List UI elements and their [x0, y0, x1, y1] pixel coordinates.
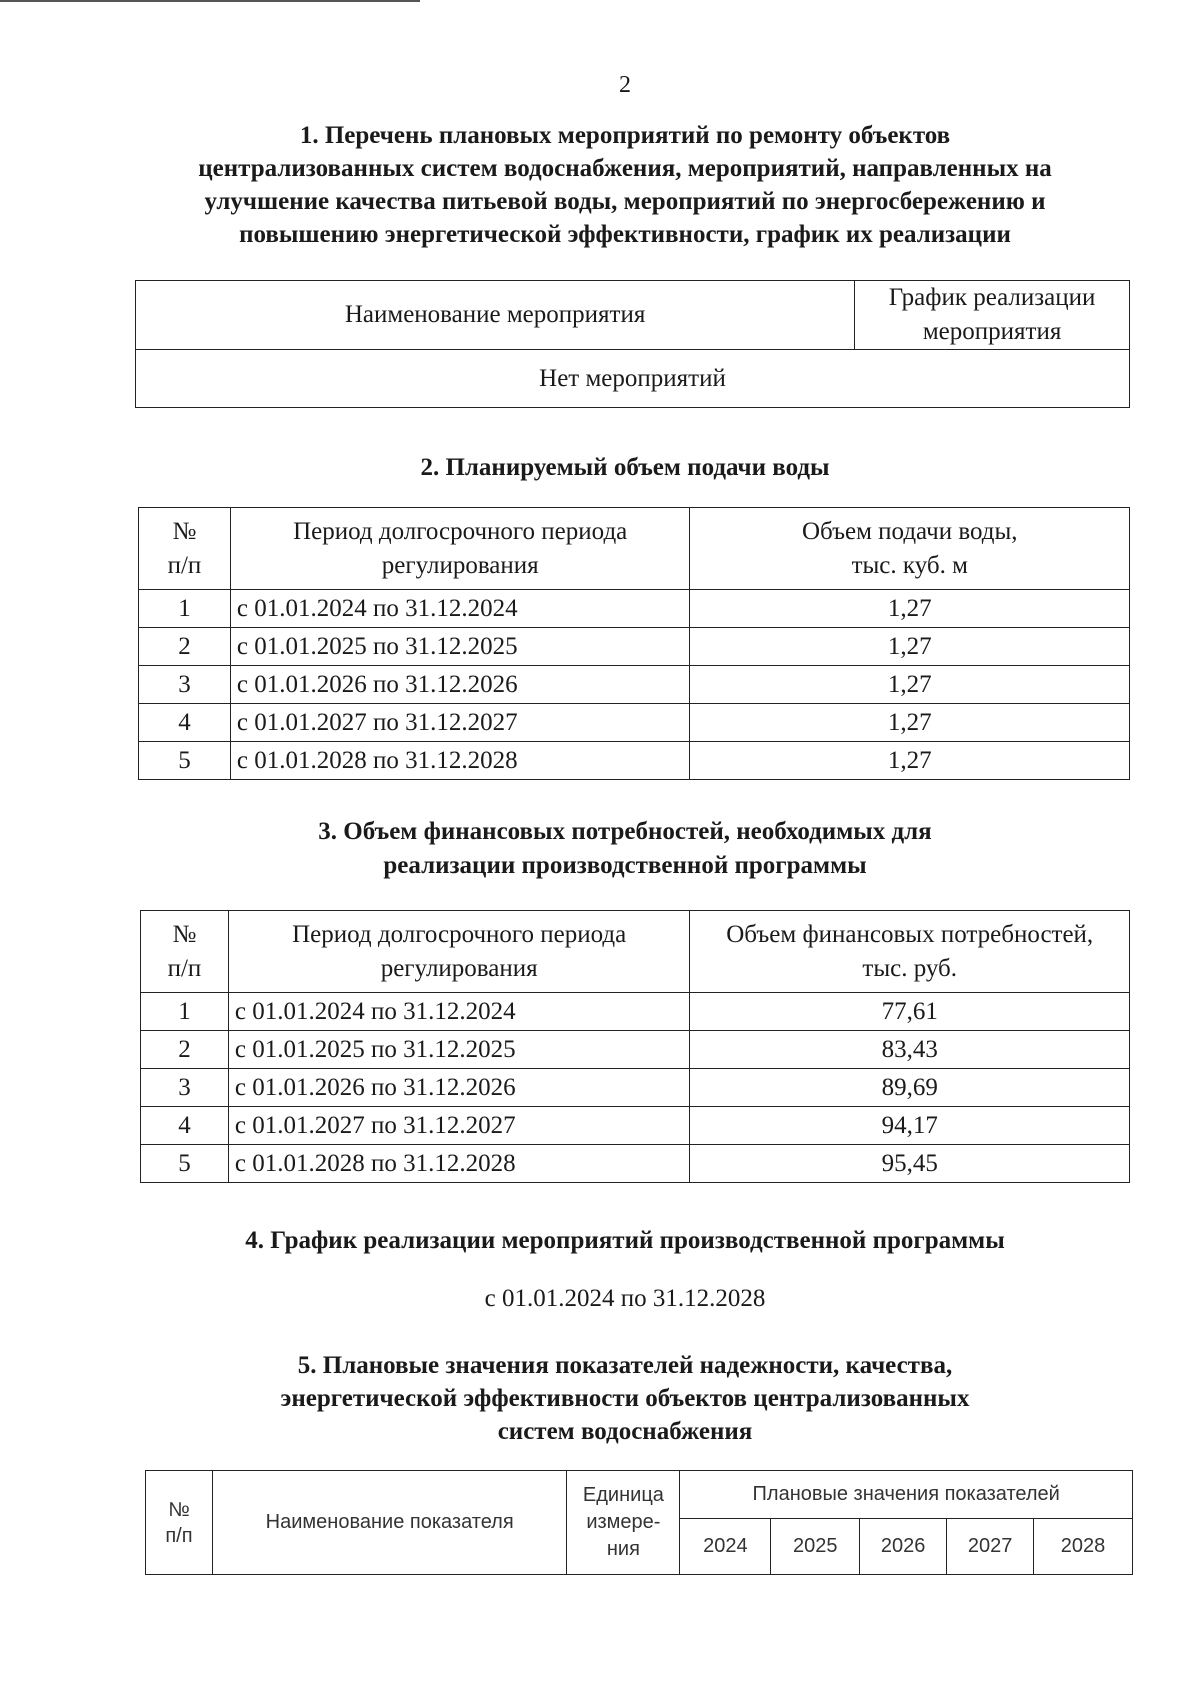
- row-financial-volume: 95,45: [690, 1145, 1130, 1183]
- header-event-schedule: [855, 281, 1130, 350]
- row-period: с 01.01.2025 по 31.12.2025: [230, 628, 690, 666]
- row-period: с 01.01.2026 по 31.12.2026: [230, 666, 690, 704]
- section-1-title-line: централизованных систем водоснабжения, мероприятий, направленных на: [198, 155, 1052, 182]
- header-period: [230, 508, 690, 590]
- header-unit-line: Единица: [582, 1484, 664, 1506]
- scan-edge-line: [0, 0, 420, 2]
- table-row: [141, 1069, 1130, 1107]
- section-1-title-line: повышению энергетической эффективности, график их реализации: [239, 221, 1011, 248]
- row-number: 5: [141, 1145, 229, 1183]
- row-period: с 01.01.2024 по 31.12.2024: [230, 590, 690, 628]
- table-row: [141, 993, 1130, 1031]
- section-1-title-line: улучшение качества питьевой воды, мероприятий по энергосбережению и: [204, 188, 1046, 215]
- section-2-title: 2. Планируемый объем подачи воды: [420, 454, 830, 481]
- header-number-line: п/п: [167, 551, 202, 579]
- header-water-volume-line: тыс. куб. м: [851, 551, 968, 579]
- row-period: с 01.01.2027 по 31.12.2027: [230, 704, 690, 742]
- table-row: [139, 704, 1130, 742]
- table-row: [141, 1031, 1130, 1069]
- table-row: [141, 1107, 1130, 1145]
- financial-needs-table: [140, 910, 1130, 1183]
- row-financial-volume: 89,69: [690, 1069, 1130, 1107]
- row-water-volume: 1,27: [690, 742, 1130, 780]
- header-number: [146, 1471, 213, 1575]
- header-water-volume-line: Объем подачи воды,: [801, 517, 1018, 545]
- row-period: с 01.01.2028 по 31.12.2028: [230, 742, 690, 780]
- row-number: 1: [141, 993, 229, 1031]
- row-financial-volume: 83,43: [690, 1031, 1130, 1069]
- row-period: с 01.01.2025 по 31.12.2025: [228, 1031, 690, 1069]
- row-financial-volume: 94,17: [690, 1107, 1130, 1145]
- header-financial-volume-line: тыс. руб.: [862, 954, 958, 982]
- no-events-cell: Нет мероприятий: [136, 350, 1130, 408]
- section-4-title: 4. График реализации мероприятий производственной программы: [245, 1227, 1005, 1254]
- row-financial-volume: 77,61: [690, 993, 1130, 1031]
- header-number: [141, 911, 229, 993]
- table-row: [141, 1145, 1130, 1183]
- row-number: 4: [139, 704, 231, 742]
- header-number-line: п/п: [167, 954, 202, 982]
- header-period-line: регулирования: [381, 551, 539, 579]
- header-period-line: Период долгосрочного периода: [292, 920, 627, 948]
- row-number: 5: [139, 742, 231, 780]
- row-water-volume: 1,27: [690, 666, 1130, 704]
- row-number: 4: [141, 1107, 229, 1145]
- indicators-table: [145, 1470, 1133, 1575]
- header-year: 2028: [1034, 1519, 1133, 1575]
- row-period: с 01.01.2026 по 31.12.2026: [228, 1069, 690, 1107]
- header-event-schedule-line: мероприятия: [922, 318, 1062, 345]
- table-header-row: [146, 1471, 1133, 1519]
- header-number-line: п/п: [165, 1524, 193, 1547]
- section-3-title-line: 3. Объем финансовых потребностей, необходимых для: [318, 818, 932, 845]
- section-5-title-line: 5. Плановые значения показателей надежности, качества,: [297, 1352, 953, 1379]
- header-period-line: Период долгосрочного периода: [293, 517, 628, 545]
- water-supply-table: [138, 507, 1130, 780]
- events-table: [135, 280, 1130, 408]
- header-event-schedule-line: График реализации: [888, 284, 1096, 311]
- row-number: 3: [139, 666, 231, 704]
- row-number: 3: [141, 1069, 229, 1107]
- row-water-volume: 1,27: [690, 590, 1130, 628]
- row-number: 2: [139, 628, 231, 666]
- header-year: 2024: [680, 1519, 771, 1575]
- header-indicator-name: Наименование показателя: [212, 1471, 567, 1575]
- table-row: [139, 666, 1130, 704]
- table-header-row: [136, 281, 1130, 350]
- row-period: с 01.01.2027 по 31.12.2027: [228, 1107, 690, 1145]
- table-row: [136, 350, 1130, 408]
- header-financial-volume-line: Объем финансовых потребностей,: [726, 920, 1094, 948]
- header-number: [139, 508, 231, 590]
- header-planned-values: Плановые значения показателей: [680, 1471, 1133, 1519]
- header-unit: [567, 1471, 680, 1575]
- table-header-row: [139, 508, 1130, 590]
- section-3-title-line: реализации производственной программы: [383, 852, 867, 879]
- header-year: 2026: [860, 1519, 947, 1575]
- header-unit-line: измере-: [586, 1511, 661, 1533]
- section-5-title-line: энергетической эффективности объектов централизованных: [280, 1385, 970, 1412]
- header-year: 2025: [771, 1519, 860, 1575]
- row-period: с 01.01.2028 по 31.12.2028: [228, 1145, 690, 1183]
- row-number: 2: [141, 1031, 229, 1069]
- header-period: [228, 911, 690, 993]
- table-row: [139, 628, 1130, 666]
- row-water-volume: 1,27: [690, 628, 1130, 666]
- header-number-line: №: [172, 517, 197, 545]
- header-year: 2027: [947, 1519, 1034, 1575]
- header-financial-volume: [690, 911, 1130, 993]
- row-number: 1: [139, 590, 231, 628]
- header-water-volume: [690, 508, 1130, 590]
- section-1-title-line: 1. Перечень плановых мероприятий по ремонту объектов: [299, 122, 951, 149]
- section-4-period: с 01.01.2024 по 31.12.2028: [484, 1285, 766, 1312]
- header-period-line: регулирования: [380, 954, 538, 982]
- header-unit-line: ния: [606, 1538, 640, 1560]
- header-event-name: Наименование мероприятия: [136, 281, 855, 350]
- header-number-line: №: [172, 920, 197, 948]
- table-row: [139, 590, 1130, 628]
- row-period: с 01.01.2024 по 31.12.2024: [228, 993, 690, 1031]
- page-number: 2: [619, 72, 631, 98]
- section-5-title-line: систем водоснабжения: [497, 1418, 753, 1445]
- header-number-line: №: [168, 1498, 190, 1521]
- table-header-row: [141, 911, 1130, 993]
- row-water-volume: 1,27: [690, 704, 1130, 742]
- table-row: [139, 742, 1130, 780]
